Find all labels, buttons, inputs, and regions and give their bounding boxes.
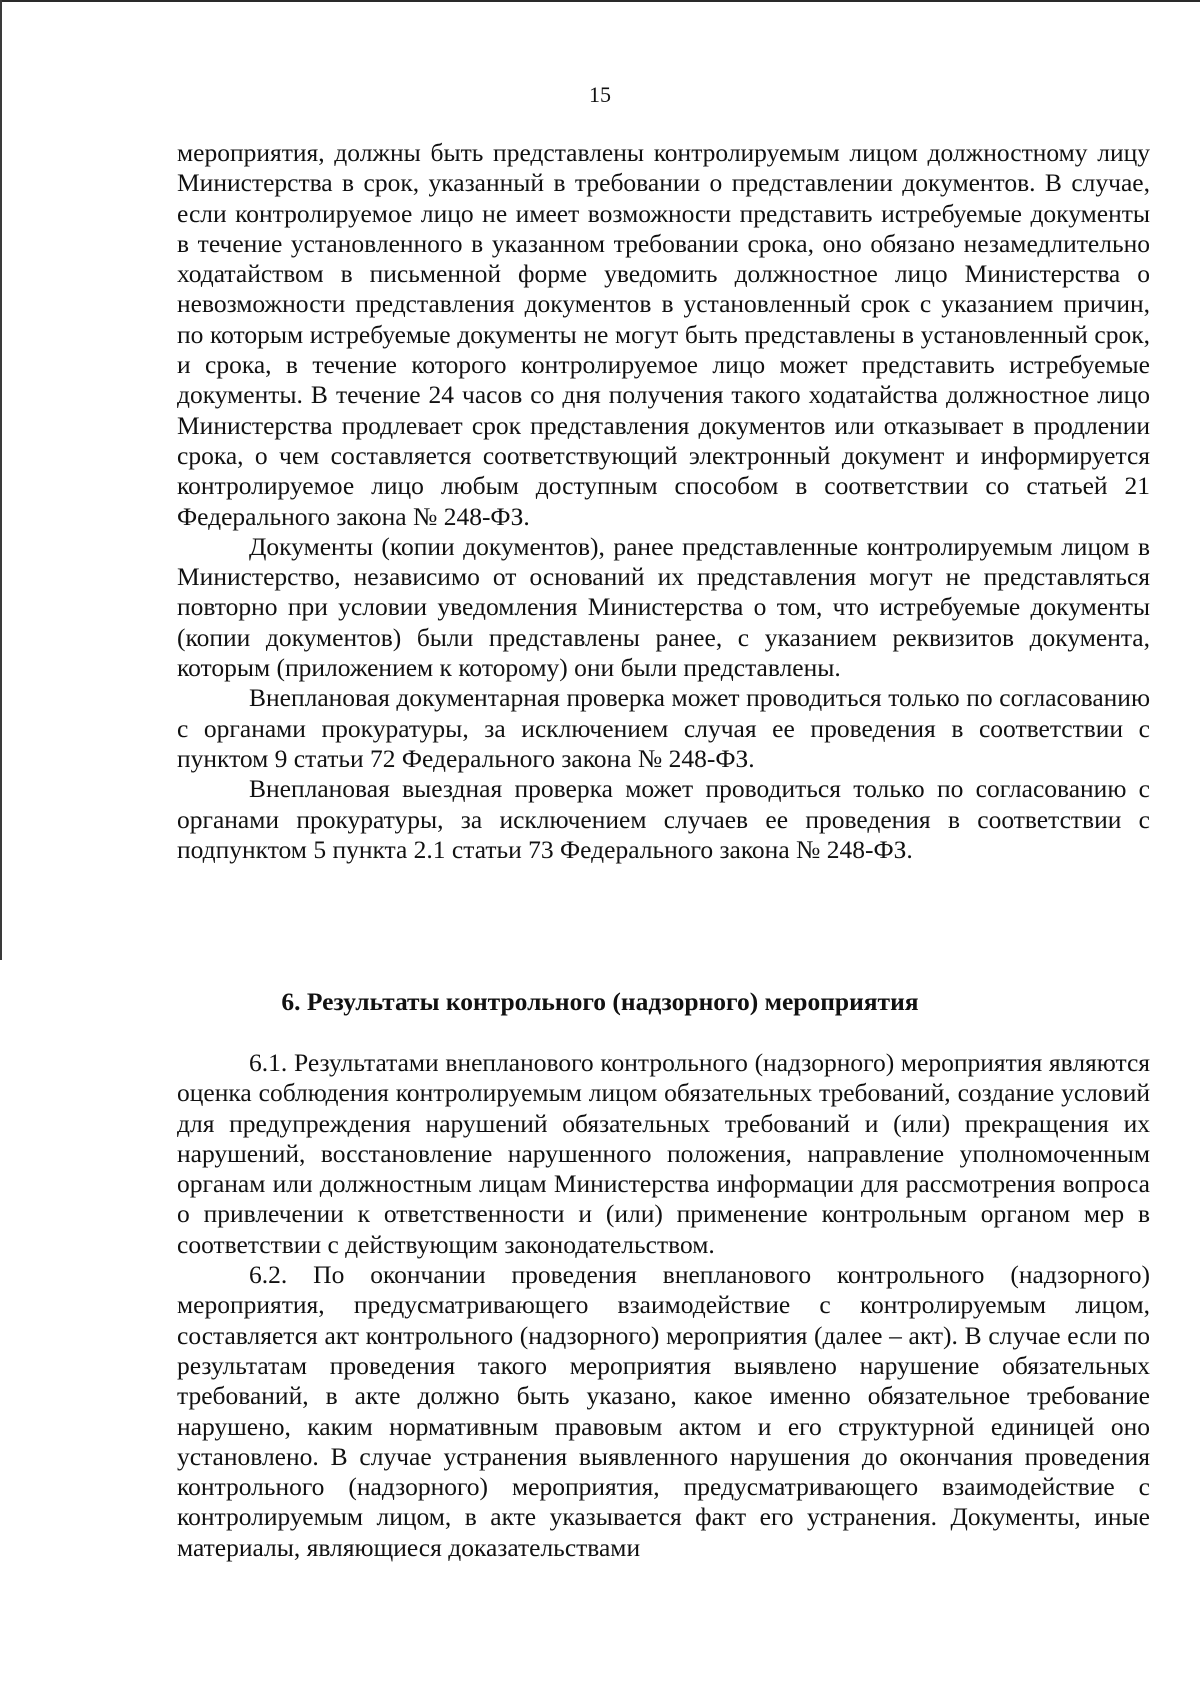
- paragraph-unscheduled-documentary-check: Внеплановая документарная проверка может проводиться только по согласованию с органами прокуратуры, за исключением случая ее проведения в соответствии с пунктом 9 статьи 72 Федерального закона № 248-ФЗ.: [177, 683, 1150, 773]
- paragraph-continuation: мероприятия, должны быть представлены контролируемым лицом должностному лицу Министерства в срок, указанный в требовании о представлении документов. В случае, если контролируемое лицо не имеет возможности представить истребуемые документы в течение установленного в указанном требовании срока, оно обязано незамедлительно ходатайством в письменной форме уведомить должностное лицо Министерства о невозможности представления документов в установленный срок с указанием причин, по которым истребуемые документы не могут быть представлены в установленный срок, и срока, в течение которого контролируемое лицо может представить истребуемые документы. В течение 24 часов со дня получения такого ходатайства должностное лицо Министерства продлевает срок представления документов или отказывает в продлении срока, о чем составляется соответствующий электронный документ и информируется контролируемое лицо любым доступным способом в соответствии со статьей 21 Федерального закона № 248-ФЗ.: [177, 138, 1150, 531]
- paragraph-6-2: 6.2. По окончании проведения внепланового контрольного (надзорного) мероприятия, предусматривающего взаимодействие с контролируемым лицом, составляется акт контрольного (надзорного) мероприятия (далее – акт). В случае если по результатам проведения такого мероприятия выявлено нарушение обязательных требований, в акте должно быть указано, какое именно обязательное требование нарушено, каким нормативным правовым актом и его структурной единицей оно установлено. В случае устранения выявленного нарушения до окончания проведения контрольного (надзорного) мероприятия, предусматривающего взаимодействие с контролируемым лицом, в акте указывается факт его устранения. Документы, иные материалы, являющиеся доказательствами: [177, 1260, 1150, 1562]
- paragraph-unscheduled-onsite-check: Внеплановая выездная проверка может проводиться только по согласованию с органами прокуратуры, за исключением случаев ее проведения в соответствии с подпунктом 5 пункта 2.1 статьи 73 Федерального закона № 248-ФЗ.: [177, 774, 1150, 864]
- scan-top-edge: [0, 0, 1200, 2]
- paragraph-documents-copies: Документы (копии документов), ранее представленные контролируемым лицом в Министерство, независимо от оснований их представления могут не представляться повторно при условии уведомления Министерства о том, что истребуемые документы (копии документов) были представлены ранее, с указанием реквизитов документа, которым (приложением к которому) они были представлены.: [177, 531, 1150, 683]
- page-number: 15: [589, 82, 611, 107]
- text-section-2: [177, 1048, 1150, 1563]
- text-section-1: [177, 138, 1150, 865]
- section-heading: 6. Результаты контрольного (надзорного) мероприятия: [281, 987, 919, 1016]
- paragraph-6-1: 6.1. Результатами внепланового контрольного (надзорного) мероприятия являются оценка соблюдения контролируемым лицом обязательных требований, создание условий для предупреждения нарушений обязательных требований и (или) прекращения их нарушений, восстановление нарушенного положения, направление уполномоченным органам или должностным лицам Министерства информации для рассмотрения вопроса о привлечении к ответственности и (или) применение контрольным органом мер в соответствии с действующим законодательством.: [177, 1048, 1150, 1259]
- scan-left-edge: [0, 0, 2, 960]
